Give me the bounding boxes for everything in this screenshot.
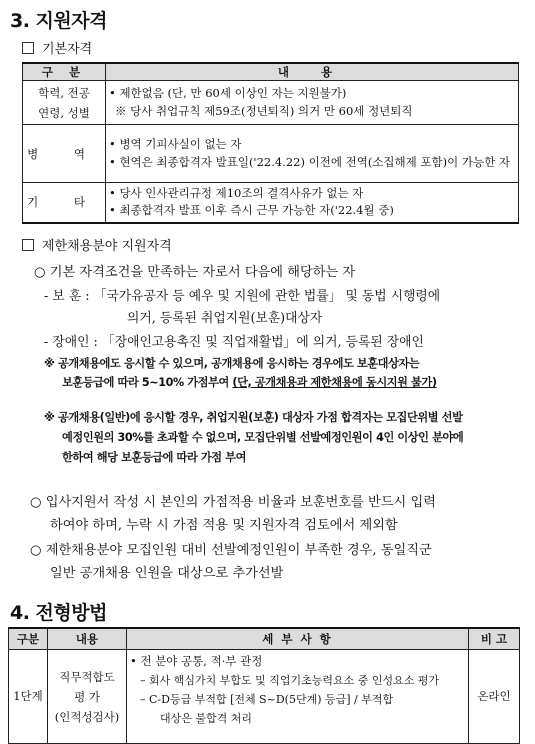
header-stage: 구분 [9, 628, 48, 650]
row-content [106, 81, 519, 125]
note-1-underlined: (단, 공개채용과 제한채용에 동시지원 불가) [232, 376, 437, 389]
screening-method-table [8, 627, 520, 744]
category-line: 학력, 전공 [38, 85, 90, 100]
content-line: (인적성검사) [54, 709, 120, 724]
basic-qualification-table [22, 62, 519, 224]
details-cell [127, 650, 469, 744]
content-item: • 병역 기피사실이 없는 자 [109, 137, 242, 151]
content-item: • 최종합격자 발표 이후 즉시 근무 가능한 자('22.4월 중) [109, 203, 394, 218]
content-item: • 당사 인사관리규정 제10조의 결격사유가 없는 자 [109, 185, 364, 200]
note-cell: 온라인 [469, 650, 520, 744]
section-3-title: 3. 지원자격 [10, 10, 107, 32]
note-1-line-1: ※ 공개채용에도 응시할 수 있으며, 공개채용에 응시하는 경우에도 보훈대상자는 [44, 357, 420, 370]
note-2-line-1: ※ 공개채용(일반)에 응시할 경우, 취업지원(보훈) 대상자 가점 합격자는 모집단위별 선발 [44, 411, 463, 424]
paragraph-veterans-cont: 의거, 등록된 취업지원(보훈)대상자 [127, 311, 323, 326]
details-line: • 전 분야 공통, 적·부 관정 [130, 654, 263, 668]
details-line: 대상은 불합격 처리 [160, 712, 253, 725]
header-details: 세 부 사 항 [127, 628, 469, 650]
header-category: 구 분 [23, 63, 106, 81]
restricted-qualification-label: 제한채용분야 지원자격 [42, 239, 172, 254]
row-content [106, 183, 519, 223]
header-content: 내 용 [106, 63, 519, 81]
category-line: 연령, 성별 [38, 105, 90, 120]
content-cell [48, 650, 127, 744]
table-row [9, 650, 520, 744]
content-line: 평 가 [74, 689, 100, 704]
table-header-row [9, 628, 520, 650]
paragraph-additional-1: ○ 제한채용분야 모집인원 대비 선발예정인원이 부족한 경우, 동일직군 [30, 543, 432, 558]
row-content [106, 125, 519, 183]
paragraph-bonus-input-1: ○ 입사지원서 작성 시 본인의 가점적용 비율과 보훈번호를 반드시 입력 [30, 495, 436, 510]
row-category [23, 183, 106, 223]
content-item: • 제한없음 (단, 만 60세 이상인 자는 지원불가) [109, 86, 347, 100]
row-category [23, 125, 106, 183]
note-2-line-2: 예정인원의 30%를 초과할 수 없으며, 모집단위별 선발예정인원이 4인 이상인 분야에 [62, 431, 464, 444]
content-item: • 현역은 최종합격자 발표일('22.4.22) 이전에 전역(소집해제 포함)이 가능한 자 [109, 154, 510, 169]
stage-cell: 1단계 [9, 650, 48, 744]
paragraph-disabled: - 장애인 : 「장애인고용촉진 및 직업재활법」에 의거, 등록된 장애인 [44, 335, 424, 350]
section-4-title: 4. 전형방법 [10, 602, 107, 624]
row-category [23, 81, 106, 125]
table-row [23, 81, 519, 125]
category-line: 병 역 [27, 146, 101, 161]
restricted-qualification-heading [22, 235, 172, 254]
paragraph-basic-conditions: ○ 기본 자격조건을 만족하는 자로서 다음에 해당하는 자 [34, 265, 356, 280]
paragraph-veterans: - 보 훈 : 「국가유공자 등 예우 및 지원에 관한 법률」 및 동법 시행령에 [44, 289, 441, 304]
note-1-line-2 [62, 374, 437, 390]
content-item: ※ 당사 취업규칙 제59조(정년퇴직) 의거 만 60세 정년퇴직 [115, 103, 413, 118]
table-row [23, 125, 519, 183]
basic-qualification-label: 기본자격 [42, 42, 93, 57]
note-1-text: 보훈등급에 따라 5~10% 가점부여 [62, 376, 229, 389]
paragraph-additional-2: 일반 공개채용 인원을 대상으로 추가선발 [50, 566, 284, 581]
details-line: – C-D등급 부적합 [전체 S~D(5단계) 등급] / 부적합 [140, 693, 394, 706]
paragraph-bonus-input-2: 하여야 하며, 누락 시 가점 적용 및 지원자격 검토에서 제외함 [50, 518, 398, 533]
details-line: – 회사 핵심가치 부합도 및 직업기초능력요소 중 인성요소 평가 [140, 674, 440, 687]
square-bullet-icon [22, 42, 34, 54]
square-bullet-icon [22, 239, 34, 251]
basic-qualification-heading [22, 38, 92, 57]
header-content: 내용 [48, 628, 127, 650]
table-row [23, 183, 519, 223]
note-2-line-3: 한하여 해당 보훈등급에 따라 가점 부여 [62, 451, 246, 464]
category-line: 기 타 [27, 195, 101, 210]
header-note: 비 고 [469, 628, 520, 650]
content-line: 직무적합도 [59, 669, 115, 684]
table-header-row [23, 63, 519, 81]
